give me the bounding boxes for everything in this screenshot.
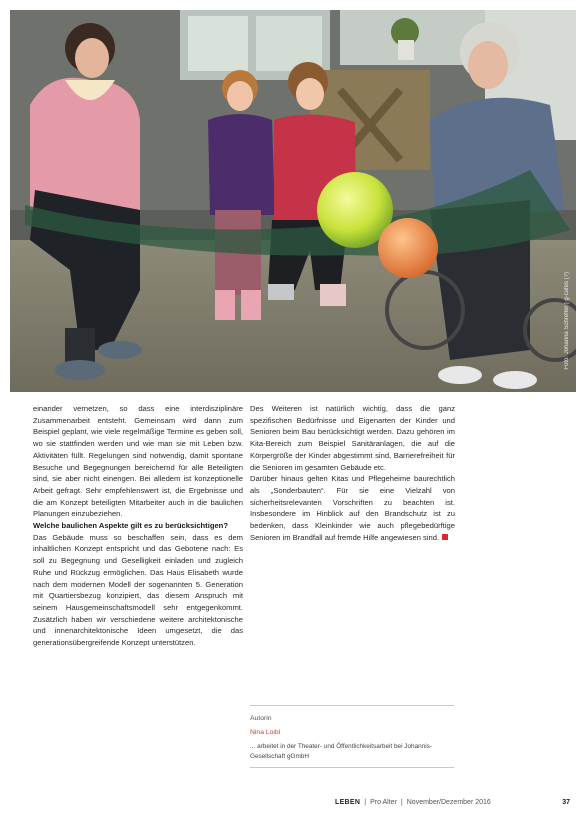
end-of-article-mark <box>442 534 448 540</box>
article-paragraph: Das Gebäude muss so beschaffen sein, dass es dem inhaltlichen Konzept entspricht und das Gebotene nach: Es soll zu Begegnung und Geselligkeit einladen und zugleich Ruhe und Rückzug ermöglichen. Das Haus Elisabeth wurde nach dem modernen Modell der sogenannten 5. Generation mit Quartiersbezug konzipiert, das diesem Anspruch mit seinem Hausgemeinschaftsmodell sehr entgegenkommt. Zusätzlich haben wir verschiedene weitere architektonische und innenarchitektonische Ideen umgesetzt, die das generationsübergreifende Konzept unterstützen. <box>33 532 243 648</box>
author-name: Nina Loibl <box>250 729 281 736</box>
article-paragraph-text: Darüber hinaus gelten Kitas und Pflegeheime baurechtlich als „Sonderbauten“. Für sie eine Vielzahl von sicherheitsrelevanten Vorschriften zu beachten ist. Insbesondere im Hinblick auf den Brandschutz ist zu bedenken, dass Kleinkinder wie auch pflegebedürftige Senioren im Brandfall auf fremde Hilfe angewiesen sind. <box>250 474 455 542</box>
magazine-name: LEBEN <box>335 799 361 806</box>
article-column-right <box>250 403 455 543</box>
page-number: 37 <box>562 799 570 806</box>
photo-illustration <box>10 10 576 392</box>
author-box <box>250 705 454 768</box>
page-footer <box>335 799 570 806</box>
author-label: Autorin <box>250 715 272 722</box>
footer-separator: | <box>364 799 367 806</box>
article-subheading: Welche baulichen Aspekte gilt es zu berücksichtigen? <box>33 521 228 531</box>
issue-date: November/Dezember 2016 <box>406 799 491 806</box>
article-photo <box>10 10 576 392</box>
author-bio: ... arbeitet in der Theater- und Öffentlichkeitsarbeit bei Johannis-Gesellschaft gGmbH <box>250 743 432 760</box>
photo-credit: Foto: Johanna Schrefler | g-cafes (?) <box>564 272 570 370</box>
section-name: Pro Alter <box>370 799 397 806</box>
article-paragraph: Des Weiteren ist natürlich wichtig, dass die ganz spezifischen Bedürfnisse und Eigenarten der Kinder und Senioren beim Bau berücksichtigt werden. Dazu gehören im Kita-Bereich zum Beispiel Sanitäranlagen, die auf die Körpergröße der Kinder abgestimmt sind, Barrierefreiheit für die Senioren im gesamten Gebäude etc. <box>250 404 455 472</box>
article-paragraph <box>250 473 455 543</box>
article-column-left <box>33 403 243 649</box>
divider <box>250 767 454 768</box>
footer-separator: | <box>400 799 403 806</box>
article-paragraph: einander vernetzen, so dass eine interdisziplinäre Zusammenarbeit entsteht. Gemeinsam wird dann zum Beispiel geplant, wie viele regelmäßige Termine es geben soll, wo sie stattfinden werden und wie man sie mit Leben bzw. Aktivitäten füllt. Regelungen sind notwendig, damit spontane Besuche und Begegnungen bereichernd für alle Beteiligten sind, sie aber nicht einengen. Bei alledem ist konzeptionelle Arbeit gefragt. Sehr empfehlenswert ist, die Ergebnisse und die am Konzept beteiligten Mitarbeiter auch in die baulichen Planungen einzubeziehen. <box>33 404 243 519</box>
